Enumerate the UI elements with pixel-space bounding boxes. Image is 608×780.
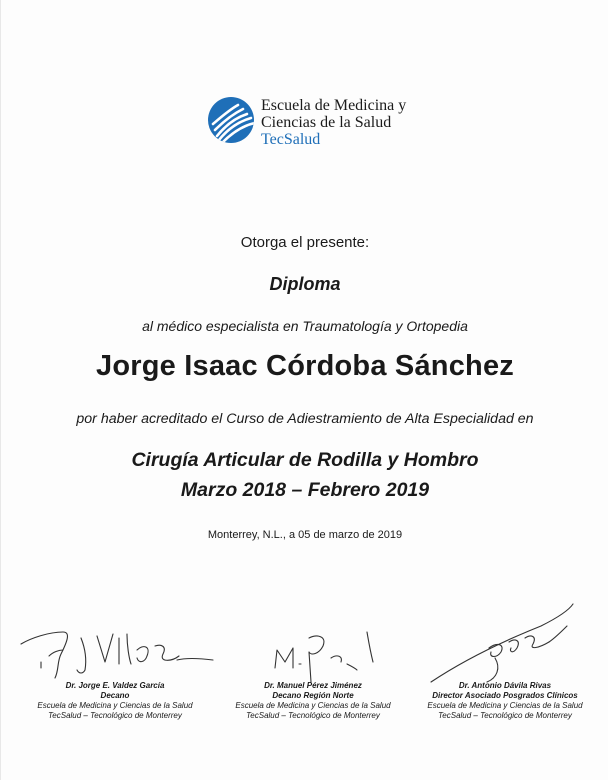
institution-logo — [207, 96, 467, 156]
signatory-role: Decano Región Norte — [272, 691, 354, 700]
signatory-2 — [213, 681, 413, 721]
signatory-name: Dr. Manuel Pérez Jiménez — [264, 681, 362, 690]
signatory-institution: TecSalud – Tecnológico de Monterrey — [48, 711, 182, 720]
signatory-institution: TecSalud – Tecnológico de Monterrey — [246, 711, 380, 720]
signatures-drawing — [1, 598, 608, 690]
awards-text: Otorga el presente: — [240, 234, 370, 251]
logo-wordmark — [261, 97, 406, 148]
tec-logo-icon — [207, 96, 255, 144]
logo-brand: TecSalud — [261, 131, 321, 148]
logo-line-1: Escuela de Medicina y — [261, 97, 407, 114]
accreditation-line: por haber acreditado el Curso de Adiestramiento de Alta Especialidad en — [76, 411, 534, 427]
course-period: Marzo 2018 – Febrero 2019 — [180, 479, 430, 501]
signatory-name: Dr. Jorge E. Valdez García — [65, 681, 165, 690]
specialty-line: al médico especialista en Traumatología y Ortopedia — [142, 318, 468, 334]
signatory-school: Escuela de Medicina y Ciencias de la Salud — [235, 701, 391, 710]
signatory-institution: TecSalud – Tecnológico de Monterrey — [438, 711, 572, 720]
signatory-role: Decano — [100, 691, 130, 700]
place-date: Monterrey, N.L., a 05 de marzo de 2019 — [207, 529, 403, 541]
signature-3 — [431, 604, 573, 682]
signatory-school: Escuela de Medicina y Ciencias de la Salud — [37, 701, 193, 710]
course-name: Cirugía Articular de Rodilla y Hombro — [131, 449, 479, 471]
signatory-role: Director Asociado Posgrados Clínicos — [432, 691, 578, 700]
document-title: Diploma — [269, 274, 341, 294]
logo-line-2: Ciencias de la Salud — [261, 114, 392, 131]
recipient-name: Jorge Isaac Córdoba Sánchez — [96, 350, 514, 382]
signatory-1 — [15, 681, 215, 721]
signatory-3 — [405, 681, 605, 721]
signature-1 — [21, 632, 213, 678]
signatory-name: Dr. Antonio Dávila Rivas — [458, 681, 552, 690]
signature-2 — [275, 632, 373, 682]
signatory-school: Escuela de Medicina y Ciencias de la Salud — [427, 701, 583, 710]
